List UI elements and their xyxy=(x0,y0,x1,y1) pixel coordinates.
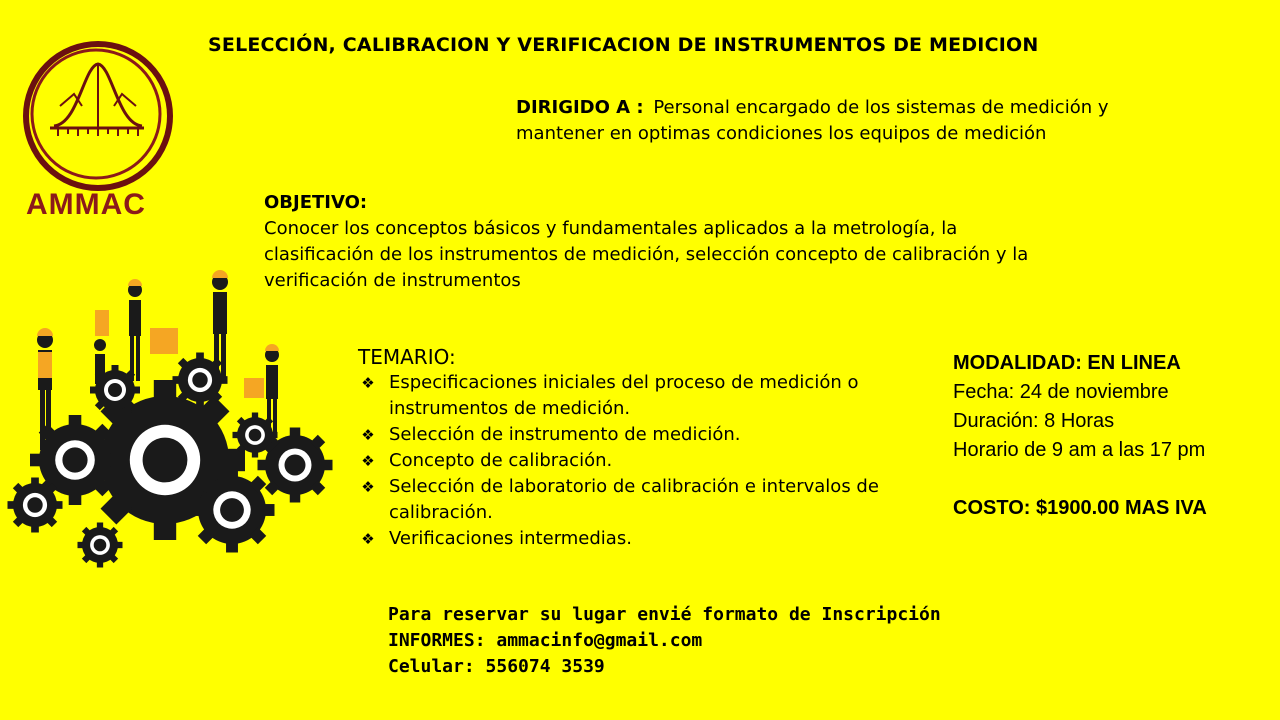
objetivo-text: Conocer los conceptos básicos y fundamentales aplicados a la metrología, la clasificación de los instrumentos de medición, selección concepto de calibración y la verificación de instrumentos xyxy=(264,218,1029,291)
list-item: ❖ Verificaciones intermedias. xyxy=(358,526,918,552)
list-item: ❖ Concepto de calibración. xyxy=(358,448,918,474)
diamond-bullet-icon: ❖ xyxy=(361,478,375,496)
reserva-text: Para reservar su lugar envié formato de Inscripción xyxy=(388,604,941,625)
modalidad-section xyxy=(953,349,1273,523)
gears-workers-illustration xyxy=(0,260,345,590)
temario-list xyxy=(358,370,918,552)
list-item: ❖ Especificaciones iniciales del proceso de medición o instrumentos de medición. xyxy=(358,370,918,422)
dirigido-section xyxy=(516,95,1116,147)
diamond-bullet-icon: ❖ xyxy=(361,530,375,548)
list-item: ❖ Selección de laboratorio de calibración e intervalos de calibración. xyxy=(358,474,918,526)
celular-text: Celular: 556074 3539 xyxy=(388,656,605,677)
objetivo-label: OBJETIVO: xyxy=(264,192,368,213)
modalidad-label: MODALIDAD: EN LINEA xyxy=(953,352,1181,374)
page-title: SELECCIÓN, CALIBRACION Y VERIFICACION DE INSTRUMENTOS DE MEDICION xyxy=(208,34,1039,56)
dirigido-label: DIRIGIDO A : xyxy=(516,97,644,118)
horario-text: Horario de 9 am a las 17 pm xyxy=(953,439,1206,461)
objetivo-section xyxy=(264,190,1034,294)
dirigido-text: Personal encargado de los sistemas de medición y mantener en optimas condiciones los equipos de medición xyxy=(516,97,1109,144)
diamond-bullet-icon: ❖ xyxy=(361,426,375,444)
diamond-bullet-icon: ❖ xyxy=(361,374,375,392)
logo-text: AMMAC xyxy=(26,188,146,221)
contacto-section xyxy=(388,602,941,680)
diamond-bullet-icon: ❖ xyxy=(361,452,375,470)
temario-label: TEMARIO: xyxy=(358,345,456,369)
duracion-text: Duración: 8 Horas xyxy=(953,410,1115,432)
informes-text: INFORMES: ammacinfo@gmail.com xyxy=(388,630,703,651)
temario-section xyxy=(358,344,918,552)
list-item: ❖ Selección de instrumento de medición. xyxy=(358,422,918,448)
costo-text: COSTO: $1900.00 MAS IVA xyxy=(953,497,1207,519)
fecha-text: Fecha: 24 de noviembre xyxy=(953,381,1169,403)
